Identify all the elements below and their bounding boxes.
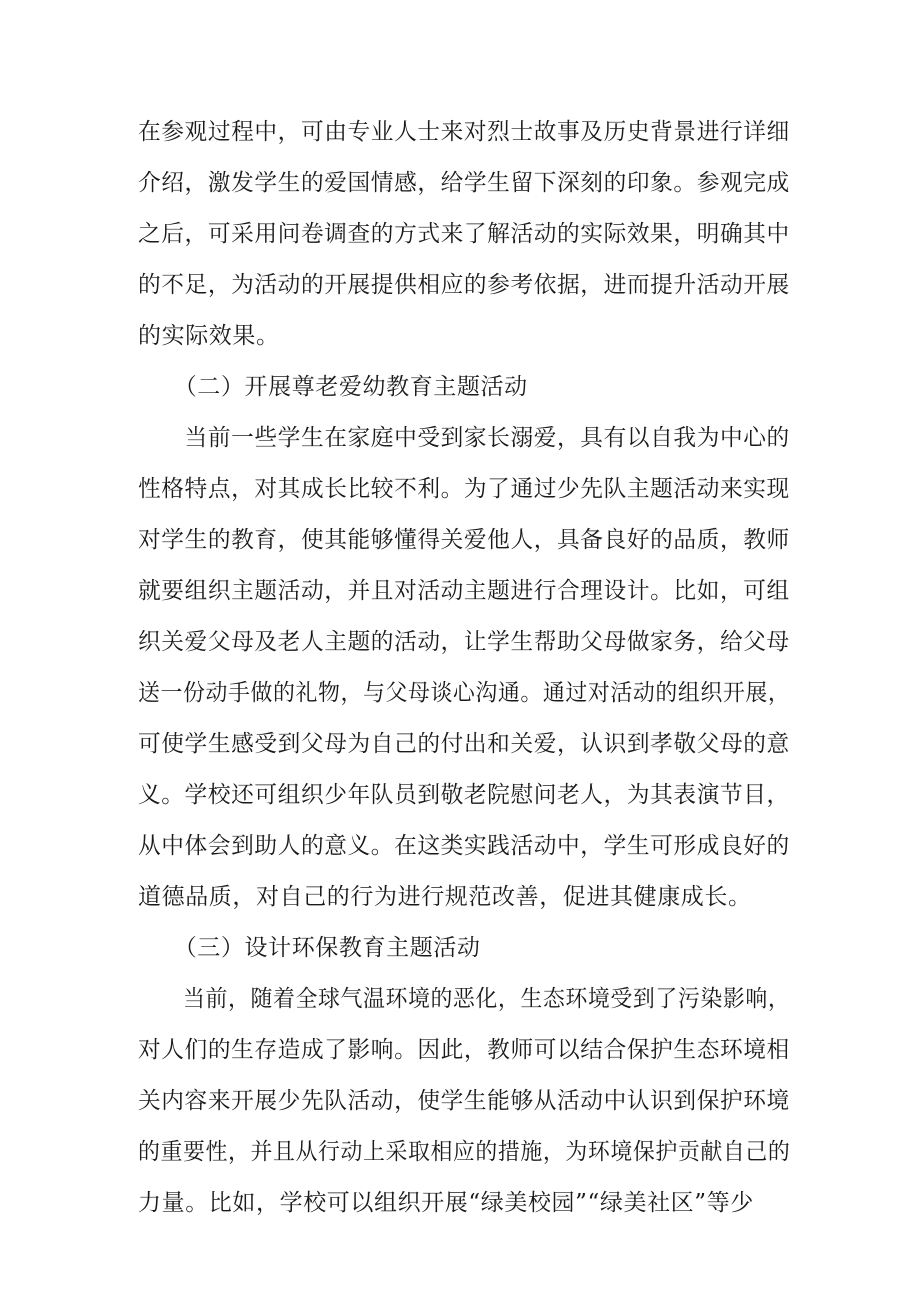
body-text-line: 从中体会到助人的意义。在这类实践活动中，学生可形成良好的 <box>138 833 790 859</box>
section-heading: （二）开展尊老爱幼教育主题活动 <box>138 374 528 400</box>
body-text-line: 之后，可采用问卷调查的方式来了解活动的实际效果，明确其中 <box>138 221 790 247</box>
body-text-line: 介绍，激发学生的爱国情感，给学生留下深刻的印象。参观完成 <box>138 170 790 196</box>
body-text-line: 当前一些学生在家庭中受到家长溺爱，具有以自我为中心的 <box>138 425 790 451</box>
body-text-line: 性格特点，对其成长比较不利。为了通过少先队主题活动来实现 <box>138 476 790 502</box>
body-text-line: 的重要性，并且从行动上采取相应的措施，为环境保护贡献自己的 <box>138 1139 791 1165</box>
body-text-line: 当前，随着全球气温环境的恶化，生态环境受到了污染影响， <box>138 986 791 1012</box>
body-text-line: 的不足，为活动的开展提供相应的参考依据，进而提升活动开展 <box>138 272 790 298</box>
body-text-line: 义。学校还可组织少年队员到敬老院慰问老人，为其表演节目， <box>138 782 790 808</box>
body-text-line: 关内容来开展少先队活动，使学生能够从活动中认识到保护环境 <box>138 1088 790 1114</box>
body-text-line: 送一份动手做的礼物，与父母谈心沟通。通过对活动的组织开展， <box>138 680 791 706</box>
body-text-line: 在参观过程中，可由专业人士来对烈士故事及历史背景进行详细 <box>138 119 790 145</box>
body-text-line: 道德品质，对自己的行为进行规范改善，促进其健康成长。 <box>138 884 752 910</box>
body-text-line: 对人们的生存造成了影响。因此，教师可以结合保护生态环境相 <box>138 1037 790 1063</box>
section-heading: （三）设计环保教育主题活动 <box>138 935 481 961</box>
body-text-line: 就要组织主题活动，并且对活动主题进行合理设计。比如，可组 <box>138 578 790 604</box>
body-text-line: 可使学生感受到父母为自己的付出和关爱，认识到孝敬父母的意 <box>138 731 790 757</box>
body-text-line: 对学生的教育，使其能够懂得关爱他人，具备良好的品质，教师 <box>138 527 790 553</box>
body-text-line: 力量。比如，学校可以组织开展“绿美校园”“绿美社区”等少 <box>138 1190 754 1216</box>
body-text-line: 织关爱父母及老人主题的活动，让学生帮助父母做家务，给父母 <box>138 629 790 655</box>
body-text-line: 的实际效果。 <box>138 323 280 349</box>
